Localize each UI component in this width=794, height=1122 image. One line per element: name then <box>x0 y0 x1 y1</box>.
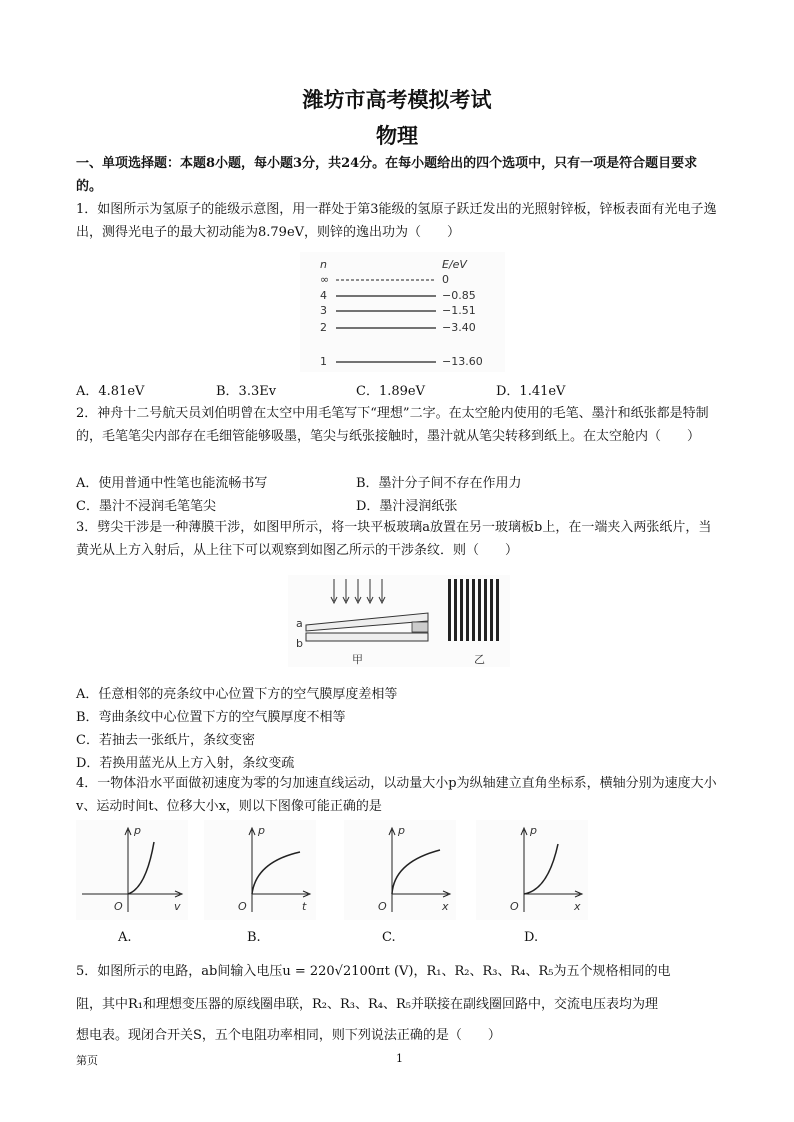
q3-option-c: C．若抽去一张纸片，条纹变密 <box>76 733 255 748</box>
label-jia: 甲 <box>352 653 363 666</box>
wedge-interference-figure <box>288 575 510 667</box>
graph-a-ylabel: p <box>134 824 141 837</box>
graph-d <box>476 820 588 920</box>
q1-option-b: B．3.3Ev <box>216 384 277 399</box>
label-b: b <box>296 637 303 650</box>
q2-option-c: C．墨汁不浸润毛笔笔尖 <box>76 499 216 514</box>
q2-stem: 2．神舟十二号航天员刘伯明曾在太空中用毛笔写下“理想”二字。在太空舱内使用的毛笔、墨汁和纸张都是特制的，毛笔笔尖内部存在毛细管能够吸墨，笔尖与纸张接触时，墨汁就从笔尖转移到纸上。在太空舱内（ ） <box>76 406 709 444</box>
graph-c <box>344 820 456 920</box>
level-e-3: −1.51 <box>442 304 476 317</box>
page-number: 1 <box>396 1052 403 1065</box>
level-e-4: −0.85 <box>442 289 476 302</box>
q1-option-d: D．1.41eV <box>496 384 566 399</box>
page-title: 潍坊市高考模拟考试 <box>302 87 492 112</box>
graph-d-origin: O <box>510 900 519 913</box>
level-n-3: 3 <box>320 304 327 317</box>
q1-option-c: C．1.89eV <box>356 384 425 399</box>
q1-option-a: A．4.81eV <box>76 384 145 399</box>
q5-line-3: 想电表。现闭合开关S，五个电阻功率相同，则下列说法正确的是（ ） <box>76 1028 501 1043</box>
level-n-4: 4 <box>320 289 327 302</box>
graph-b-ylabel: p <box>258 824 265 837</box>
q4-option-c: C. <box>382 930 396 945</box>
q4-stem: 4．一物体沿水平面做初速度为零的匀加速直线运动，以动量大小p为纵轴建立直角坐标系，横轴分别为速度大小v、运动时间t、位移大小x，则以下图像可能正确的是 <box>76 776 717 814</box>
section-heading: 一、单项选择题：本题8小题，每小题3分，共24分。在每小题给出的四个选项中，只有一项是符合题目要求的。 <box>76 156 698 194</box>
q3-option-a: A．任意相邻的亮条纹中心位置下方的空气膜厚度差相等 <box>76 687 398 702</box>
level-n-2: 2 <box>320 321 327 334</box>
graph-c-ylabel: p <box>398 824 405 837</box>
level-n-1: 1 <box>320 355 327 368</box>
q4-option-d: D. <box>524 930 539 945</box>
subject-title: 物理 <box>376 123 418 148</box>
graph-b <box>204 820 316 920</box>
interference-fringes <box>448 579 499 641</box>
q1-stem: 1．如图所示为氢原子的能级示意图，用一群处于第3能级的氢原子跃迁发出的光照射锌板，锌板表面有光电子逸出，测得光电子的最大初动能为8.79eV，则锌的逸出功为（ ） <box>76 202 717 240</box>
glass-plate-a <box>306 613 428 631</box>
q2-option-d: D．墨汁浸润纸张 <box>356 499 458 514</box>
graph-a-xlabel: v <box>174 900 181 913</box>
q3-option-d: D．若换用蓝光从上方入射，条纹变疏 <box>76 756 295 771</box>
graph-a-origin: O <box>114 900 123 913</box>
n-header: n <box>320 258 327 271</box>
level-e-2: −3.40 <box>442 321 476 334</box>
q4-option-a: A. <box>118 930 132 945</box>
q2-option-b: B．墨汁分子间不存在作用力 <box>356 476 522 491</box>
footer-label: 第页 <box>76 1054 98 1067</box>
paper-strips <box>412 622 428 632</box>
label-yi: 乙 <box>474 653 485 666</box>
incident-light-arrows <box>331 579 385 603</box>
graph-a <box>76 820 188 920</box>
graph-c-xlabel: x <box>442 900 449 913</box>
q5-line-1: 5．如图所示的电路，ab间输入电压u = 220√2100πt (V)，R₁、R₂、R₃、R₄、R₅为五个规格相同的电 <box>76 964 671 979</box>
e-header: E/eV <box>442 258 467 271</box>
level-n-inf: ∞ <box>320 273 330 286</box>
level-e-1: −13.60 <box>442 355 483 368</box>
q2-option-a: A．使用普通中性笔也能流畅书写 <box>76 476 268 491</box>
q3-option-b: B．弯曲条纹中心位置下方的空气膜厚度不相等 <box>76 710 346 725</box>
level-e-inf: 0 <box>442 273 449 286</box>
graph-d-curve <box>524 844 558 894</box>
q5-line-2: 阻，其中R₁和理想变压器的原线圈串联，R₂、R₃、R₄、R₅并联接在副线圈回路中，交流电压表均为理 <box>76 997 658 1012</box>
graph-b-xlabel: t <box>302 900 307 913</box>
q4-option-b: B. <box>247 930 261 945</box>
graph-b-origin: O <box>238 900 247 913</box>
energy-level-figure <box>300 252 505 372</box>
graph-d-xlabel: x <box>574 900 581 913</box>
label-a: a <box>296 617 303 630</box>
graph-c-origin: O <box>378 900 387 913</box>
graph-b-curve <box>252 852 300 894</box>
glass-plate-b <box>306 633 428 641</box>
graph-d-ylabel: p <box>530 824 537 837</box>
graph-c-curve <box>392 850 440 894</box>
graph-a-curve <box>128 842 154 894</box>
q3-stem: 3．劈尖干涉是一种薄膜干涉，如图甲所示，将一块平板玻璃a放置在另一玻璃板b上，在一端夹入两张纸片，当黄光从上方入射后，从上往下可以观察到如图乙所示的干涉条纹．则（ ） <box>76 520 712 558</box>
